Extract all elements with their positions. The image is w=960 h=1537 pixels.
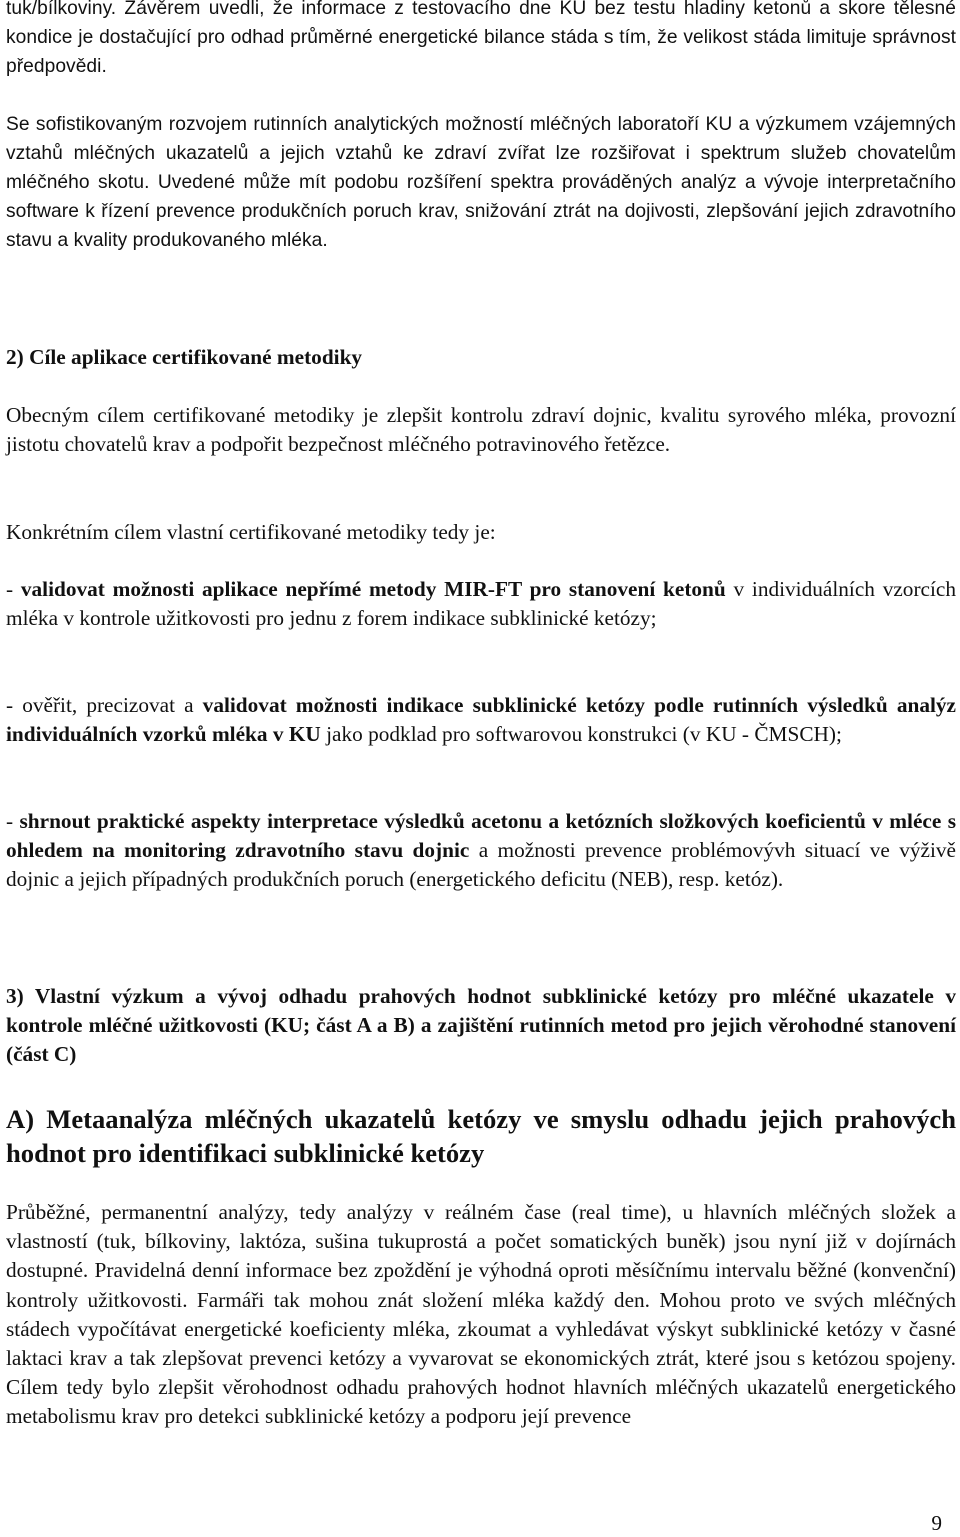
goal-item-1 — [6, 575, 956, 633]
goal-item-3 — [6, 807, 956, 894]
goal-item-1-dash: - — [6, 577, 21, 601]
paragraph-laboratory-services: Se sofistikovaným rozvojem rutinních analytických možností mléčných laboratoří KU a výzkumem vzájemných vztahů mléčných ukazatelů a jejich vztahů ke zdraví zvířat lze rozšiřovat i spektrum služeb chovatelům mléčného skotu. Uvedené může mít podobu rozšíření spektra prováděných analýz a vývoje interpretačního software k řízení prevence produkčních poruch krav, snižování ztrát na dojivosti, zlepšování jejich zdravotního stavu a kvality produkovaného mléka. — [6, 114, 956, 251]
goal-item-3-bold: shrnout praktické aspekty interpretace výsledků acetonu a ketózních složkových koeficientů v mléce s ohledem na monitoring zdravotního stavu dojnic — [6, 809, 957, 862]
goal-item-1-bold: validovat možnosti aplikace nepřímé metody MIR-FT pro stanovení ketonů — [20, 577, 726, 601]
page-number: 9 — [931, 1511, 942, 1535]
goal-item-1-rest: v individuálních vzorcích mléka v kontrole užitkovosti pro jednu z forem indikace subklinické ketózy; — [6, 577, 957, 630]
goal-item-2-bold: validovat možnosti indikace subklinické ketózy podle rutinních výsledků analýz individuálních vzorků mléka v KU — [6, 693, 956, 746]
goal-item-2 — [6, 691, 956, 749]
section-3-heading: 3) Vlastní výzkum a vývoj odhadu prahových hodnot subklinické ketózy pro mléčné ukazatele v kontrole mléčné užitkovosti (KU; část A a B) a zajištění rutinních metod pro jejich věrohodné stanovení (část C) — [6, 984, 956, 1066]
section-2-heading: 2) Cíle aplikace certifikované metodiky — [6, 345, 363, 369]
goal-item-3-rest: a možnosti prevence problémovývh situací ve výživě dojnic a jejich případných produkčních poruch (energetického deficitu (NEB), resp. ketóz). — [6, 838, 956, 891]
goal-item-3-dash: - — [6, 809, 20, 833]
section-3a-subheading: A) Metaanalýza mléčných ukazatelů ketózy ve smyslu odhadu jejich prahových hodnot pro identifikaci subklinické ketózy — [6, 1104, 956, 1168]
goal-item-2-start: - ověřit, precizovat a — [6, 693, 203, 717]
paragraph-continuation: tuk/bílkoviny. Závěrem uvedli, že informace z testovacího dne KU bez testu hladiny ketonů a skore tělesné kondice je dostačující pro odhad průměrné energetické bilance stáda s tím, že velikost stáda limituje správnost předpovědi. — [6, 0, 956, 77]
goal-item-2-rest: jako podklad pro softwarovou konstrukci (v KU - ČMSCH); — [320, 722, 842, 746]
section-2-intro: Obecným cílem certifikované metodiky je zlepšit kontrolu zdraví dojnic, kvalitu syrového mléka, provozní jistotu chovatelů krav a podpořit bezpečnost mléčného potravinového řetězce. — [6, 403, 956, 456]
section-2-lead: Konkrétním cílem vlastní certifikované metodiky tedy je: — [6, 520, 496, 544]
section-3a-body: Průběžné, permanentní analýzy, tedy analýzy v reálném čase (real time), u hlavních mléčných složek a vlastností (tuk, bílkoviny, laktóza, sušina tukuprostá a počet somatických buněk) jsou nyní již v dojírnách dostupné. Pravidelná denní informace bez zpoždění je výhodná oproti měsíčnímu intervalu běžné (konvenční) kontroly užitkovosti. Farmáři tak mohou znát složení mléka každý den. Mohou proto ve svých mléčných stádech vypočítávat energetické koeficienty mléka, zkoumat a vyhledávat výskyt subklinické ketózy v časné laktaci krav a tak zlepšovat prevenci ketózy a vyvarovat se ekonomických ztrát, které jsou s ketózou spojeny. Cílem tedy bylo zlepšit věrohodnost odhadu prahových hodnot hlavních mléčných ukazatelů energetického metabolismu krav pro detekci subklinické ketózy a podporu její prevence — [6, 1200, 956, 1429]
